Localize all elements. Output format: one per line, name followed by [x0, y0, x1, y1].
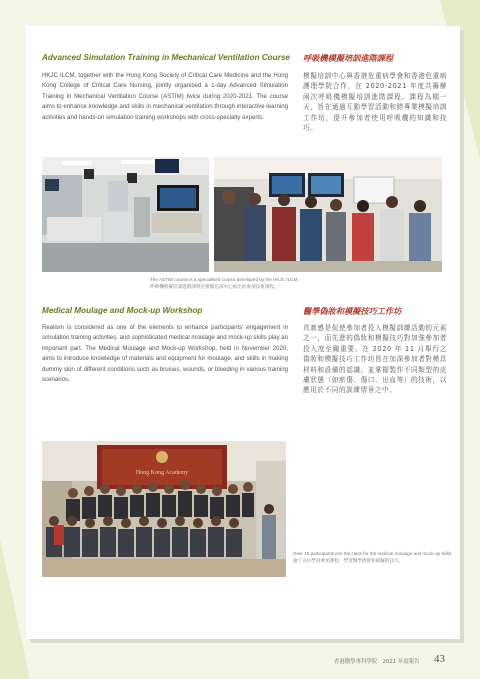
moulage-group-photo	[42, 441, 286, 577]
section1-heading-zh: 呼吸機模擬培訓進階課程	[303, 53, 394, 63]
ventilation-training-photo	[214, 157, 442, 272]
section2-heading-en: Medical Moulage and Mock-up Workshop	[42, 306, 203, 315]
section2-body-en: Realism is considered as one of the elements to enhance participants' engagement in simulation training activities, and sophisticated medical moulage and mock-up skills play an important part. The Medical Moulage and Mock-up Workshop, held in November 2020, aims to introduce knowledge of materials and equipment for moulage, and skills in making dummy skin of different conditions such as bruises, wounds, or bleeding in various training scenarios.	[42, 324, 288, 384]
page-number: 43	[434, 653, 445, 665]
ventilation-lab-photo	[42, 157, 209, 272]
section2-heading-zh: 醫學偽妝和模擬技巧工作坊	[303, 306, 402, 316]
publication-title: 香港醫學專科學院 2021 年度報告	[334, 659, 420, 665]
section2-caption-en: Over 15 participants join the class for the medical moulage and mock-up skills.	[293, 551, 453, 556]
section1-heading-en: Advanced Simulation Training in Mechanical Ventilation Course	[42, 53, 290, 62]
section1-body-zh: 模擬培訓中心與香港危重病學會和香港危重病護理學院合作，在 2020-2021 年度共籌辦兩次呼吸機模擬培訓進階課程。課程為期一天，旨在通過互動學習活動和跨專業模擬培訓工作坊，提升參加者使用呼吸機的知識和技巧。	[303, 72, 447, 133]
section2-body-zh: 真實感是促使參加者投入模擬訓練活動的元素之一，而先進的偽妝和模擬技巧對加強參加者投入度至關重要。在 2020 年 11 月舉行之偽妝和模擬技巧工作坊旨在加深參加者對模具材料和設備的認識，並掌握製作不同類型的皮膚狀態（如瘀傷、傷口、出血等）的技術，以應用於不同的訓練情景之中。	[303, 324, 447, 395]
section1-caption	[150, 277, 350, 290]
section2-caption-zh: 逾十五位學員參加課程，學習醫學偽妝和模擬的技巧。	[293, 557, 404, 563]
section1-caption-zh: 呼吸機模擬培訓進階課程是模擬培訓中心推出的專項技術課程。	[150, 283, 279, 289]
academy-sign-text: Hong Kong Academy	[135, 470, 189, 476]
section1-body-en: HKJC ILCM, together with the Hong Kong Society of Critical Care Medicine and the Hong Kong College of Critical Care Nursing, jointly organised a 1-day Advanced Simulation Training in Mechanical Ventilation Course (ASTIM) twice during 2020-2021. The course aims to enhance knowledge and skills in mechanical ventilation through interactive learning activities and hands-on simulation training workshops with cross-specialty experts.	[42, 72, 288, 121]
section1-caption-en: The ASTIM course is a specialised course developed by the HKJC ILCM.	[150, 277, 299, 282]
section2-caption	[293, 551, 453, 564]
